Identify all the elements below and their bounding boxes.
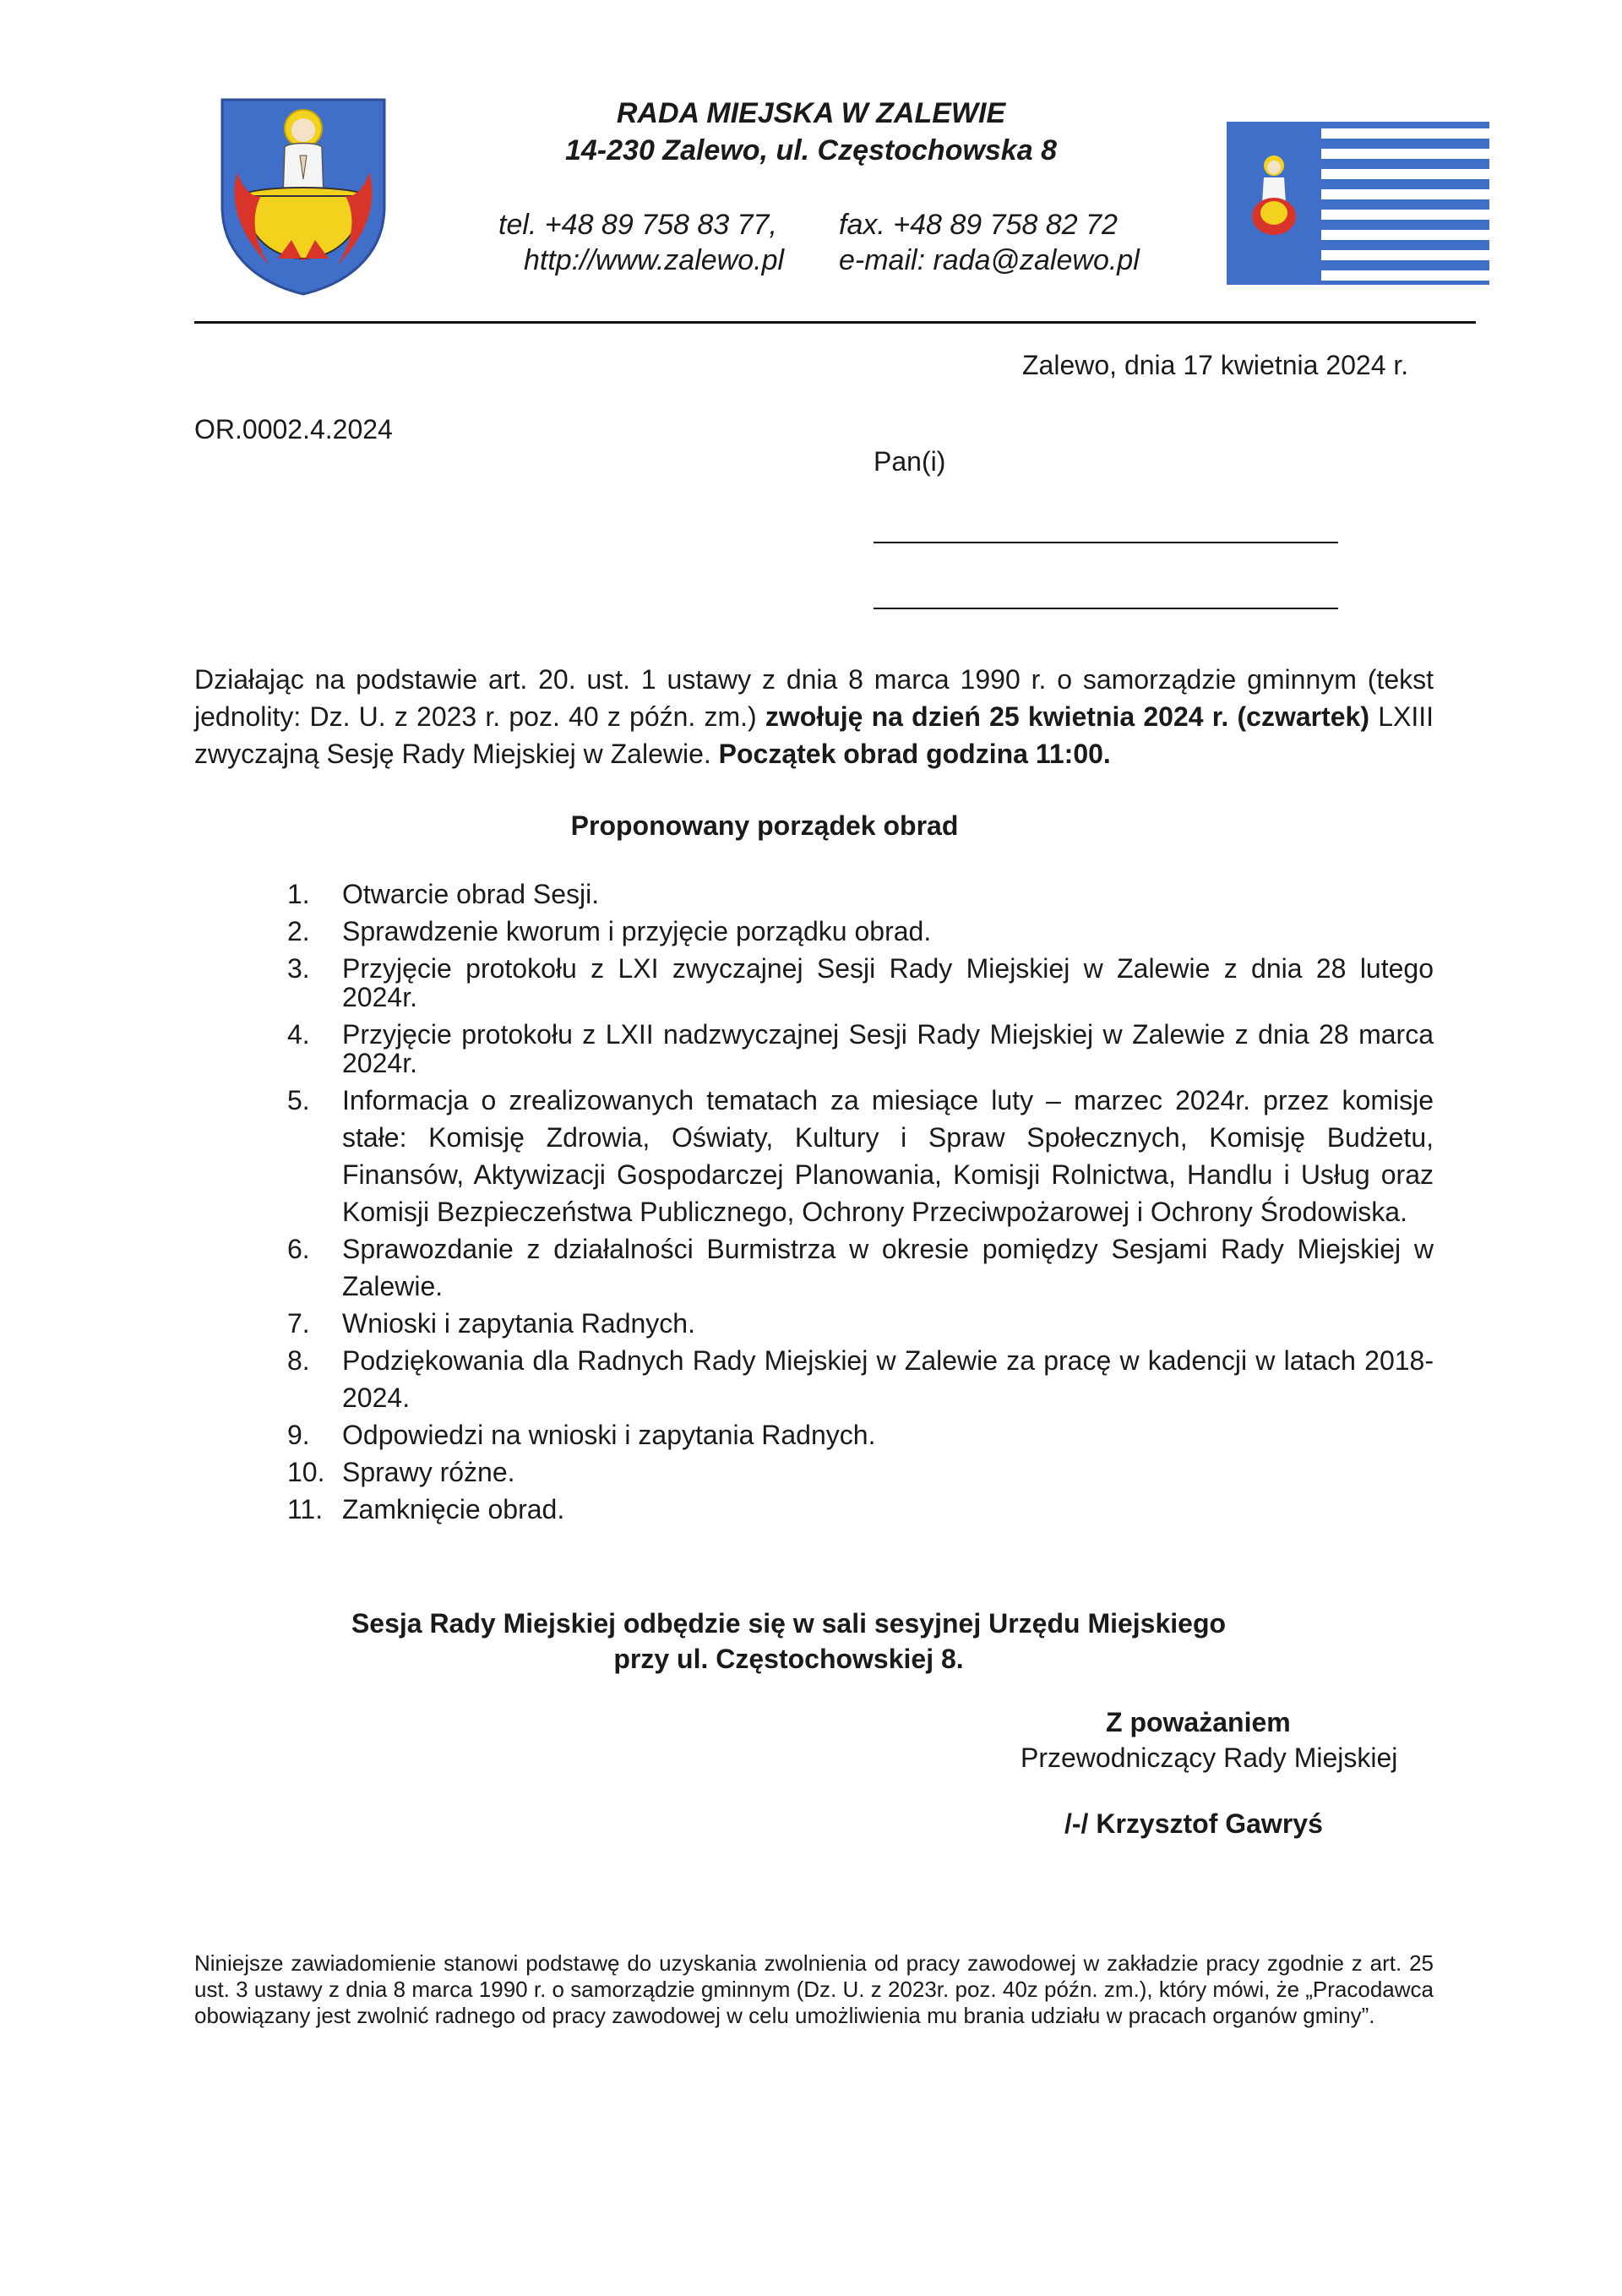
agenda-item bbox=[287, 1016, 1434, 1082]
agenda-item-number: 4. bbox=[287, 1019, 310, 1050]
agenda-item-number: 5. bbox=[287, 1085, 310, 1115]
place-date: Zalewo, dnia 17 kwietnia 2024 r. bbox=[1022, 350, 1409, 380]
agenda-item-text: Odpowiedzi na wnioski i zapytania Radnych. bbox=[342, 1420, 876, 1450]
agenda-item bbox=[287, 1342, 1434, 1416]
agenda-list bbox=[287, 875, 1434, 1528]
agenda-item-number: 3. bbox=[287, 953, 310, 984]
agenda-item bbox=[287, 1491, 1434, 1528]
agenda-item-text: Sprawdzenie kworum i przyjęcie porządku obrad. bbox=[342, 916, 932, 946]
agenda-item-text: Sprawozdanie z działalności Burmistrza w okresie pomiędzy Sesjami Rady Miejskiej w Zalewie. bbox=[342, 1234, 1434, 1301]
agenda-item-number: 9. bbox=[287, 1420, 310, 1450]
agenda-item-text: Otwarcie obrad Sesji. bbox=[342, 879, 600, 909]
agenda-item-number: 11. bbox=[287, 1494, 324, 1524]
header-website[interactable]: http://www.zalewo.pl bbox=[524, 244, 785, 276]
agenda-item-text: Zamknięcie obrad. bbox=[342, 1494, 565, 1524]
header-fax: fax. +48 89 758 82 72 bbox=[839, 209, 1118, 241]
intro-paragraph bbox=[194, 661, 1434, 772]
venue-line-2: przy ul. Częstochowskiej 8. bbox=[613, 1644, 964, 1674]
addressee-label: Pan(i) bbox=[874, 446, 946, 477]
header-divider bbox=[194, 321, 1476, 324]
agenda-item-number: 6. bbox=[287, 1234, 310, 1264]
intro-start-time: Początek obrad godzina 11:00. bbox=[718, 739, 1111, 769]
agenda-item bbox=[287, 950, 1434, 1016]
header-phone: tel. +48 89 758 83 77, bbox=[498, 209, 777, 241]
agenda-item-number: 8. bbox=[287, 1345, 310, 1376]
agenda-item-text: Wnioski i zapytania Radnych. bbox=[342, 1308, 695, 1339]
addressee-line-2 bbox=[874, 608, 1338, 609]
header-title: RADA MIEJSKA W ZALEWIE bbox=[616, 97, 1006, 129]
agenda-item-text: Przyjęcie protokołu z LXI zwyczajnej Sesji Rady Miejskiej w Zalewie z dnia 28 lutego 2024r. bbox=[342, 953, 1434, 1012]
footnote: Niniejsze zawiadomienie stanowi podstawę do uzyskania zwolnienia od pracy zawodowej w zakładzie pracy zgodnie z art. 25 ust. 3 ustawy z dnia 8 marca 1990 r. o samorządzie gminnym (Dz. U. z 2023r. poz. 40z późn. zm.), który mówi, że „Pracodawca obowiązany jest zwolnić radnego od pracy zawodowej w celu umożliwienia mu brania udziału w pracach organów gminy”. bbox=[194, 1950, 1434, 2028]
agenda-item-number: 2. bbox=[287, 916, 310, 946]
agenda-item-text: Sprawy różne. bbox=[342, 1457, 515, 1487]
intro-session-date: zwołuję na dzień 25 kwietnia 2024 r. (czwartek) bbox=[765, 701, 1370, 732]
header-email[interactable]: e-mail: rada@zalewo.pl bbox=[839, 244, 1140, 276]
agenda-item-number: 10. bbox=[287, 1457, 325, 1487]
agenda-title: Proponowany porządek obrad bbox=[570, 810, 959, 841]
agenda-item bbox=[287, 1453, 1434, 1491]
signature: /-/ Krzysztof Gawryś bbox=[1064, 1808, 1323, 1839]
agenda-item bbox=[287, 875, 1434, 913]
agenda-item bbox=[287, 1230, 1434, 1305]
agenda-item-number: 7. bbox=[287, 1308, 310, 1339]
agenda-item bbox=[287, 1082, 1434, 1230]
reference-number: OR.0002.4.2024 bbox=[194, 414, 393, 444]
agenda-item-text: Informacja o zrealizowanych tematach za miesiące luty – marzec 2024r. przez komisje stałe: Komisję Zdrowia, Oświaty, Kultury i Spraw Społecznych, Komisję Budżetu, Finansów, Aktywizacji Gospodarczej Planowania, Komisji Rolnictwa, Handlu i Usług oraz Komisji Bezpieczeństwa Publicznego, Ochrony Przeciwpożarowej i Ochrony Środowiska. bbox=[342, 1085, 1434, 1227]
coat-of-arms-icon bbox=[218, 96, 389, 296]
header-address: 14-230 Zalewo, ul. Częstochowska 8 bbox=[564, 134, 1057, 166]
agenda-item bbox=[287, 1305, 1434, 1342]
agenda-item-number: 1. bbox=[287, 879, 310, 909]
venue-line-1: Sesja Rady Miejskiej odbędzie się w sali sesyjnej Urzędu Miejskiego bbox=[351, 1608, 1227, 1639]
addressee-line-1 bbox=[874, 542, 1338, 543]
town-flag-icon bbox=[1227, 122, 1489, 285]
intro-text-2: LXIII zwyczajną Sesję Rady Miejskiej w Zalewie. bbox=[194, 701, 1434, 769]
agenda-item-text: Podziękowania dla Radnych Rady Miejskiej w Zalewie za pracę w kadencji w latach 2018-2024. bbox=[342, 1345, 1434, 1413]
closing-phrase: Z poważaniem bbox=[1106, 1707, 1291, 1737]
intro-text-1: Działając na podstawie art. 20. ust. 1 ustawy z dnia 8 marca 1990 r. o samorządzie gminnym (tekst jednolity: Dz. U. z 2023 r. poz. 40 z późn. zm.) bbox=[194, 664, 1434, 732]
agenda-item bbox=[287, 1416, 1434, 1453]
agenda-item bbox=[287, 913, 1434, 950]
venue-block bbox=[0, 1606, 1577, 1677]
signer-title: Przewodniczący Rady Miejskiej bbox=[1021, 1742, 1398, 1773]
agenda-item-text: Przyjęcie protokołu z LXII nadzwyczajnej Sesji Rady Miejskiej w Zalewie z dnia 28 marca 2024r. bbox=[342, 1019, 1434, 1078]
